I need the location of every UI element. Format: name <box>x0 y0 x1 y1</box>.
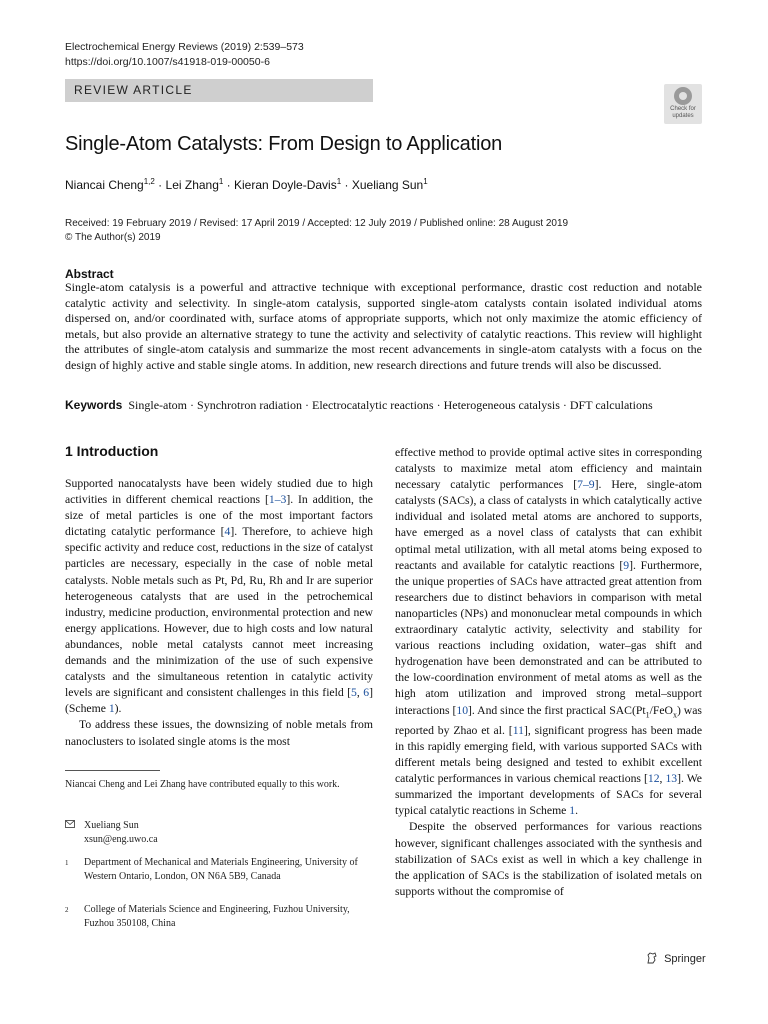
citation-link[interactable]: 13 <box>665 772 678 786</box>
journal-citation: Electrochemical Energy Reviews (2019) 2:539–573 <box>65 41 304 53</box>
check-for-updates-badge[interactable] <box>664 84 702 124</box>
author-separator: · <box>154 178 166 192</box>
check-updates-label-2: updates <box>672 112 694 119</box>
corresponding-author-name: Xueliang Sun <box>84 820 139 831</box>
corresponding-author <box>65 819 158 847</box>
abstract-heading: Abstract <box>65 267 114 281</box>
citation-link[interactable]: 9 <box>623 558 630 572</box>
author-affiliation: 1,2 <box>143 177 155 186</box>
paragraph: To address these issues, the downsizing of noble metals from nanoclusters to isolated single atoms is the most <box>65 718 373 748</box>
citation-link[interactable]: 1–3 <box>268 493 287 507</box>
section-heading-introduction: 1 Introduction <box>65 443 159 459</box>
author-affiliation: 1 <box>423 177 428 186</box>
affiliation-number: 2 <box>65 906 69 914</box>
author-separator: · <box>223 178 235 192</box>
copyright-notice: © The Author(s) 2019 <box>65 232 161 243</box>
keywords-label: Keywords <box>65 398 123 412</box>
affiliation <box>65 903 365 931</box>
citation-link[interactable]: 12 <box>647 772 660 786</box>
author-name[interactable]: Lei Zhang <box>165 178 219 192</box>
citation-link[interactable]: 5 <box>351 686 357 700</box>
citation-link[interactable]: 7–9 <box>577 478 595 492</box>
author-affiliation: 1 <box>218 177 224 186</box>
citation-link[interactable]: 10 <box>456 703 469 717</box>
publisher-name: Springer <box>664 953 706 965</box>
body-column-left <box>65 476 373 750</box>
doi-link[interactable]: https://doi.org/10.1007/s41918-019-00050-6 <box>65 56 270 68</box>
affiliation-text: Department of Mechanical and Materials Engineering, University of Western Ontario, London, ON N6A 5B9, Canada <box>84 857 358 882</box>
affiliation <box>65 856 365 884</box>
check-updates-label-1: Check for <box>670 106 696 112</box>
affiliation-text: College of Materials Science and Engineering, Fuzhou University, Fuzhou 350108, China <box>84 904 350 929</box>
citation-link[interactable]: 11 <box>512 723 524 737</box>
keywords-list: Single-atom · Synchrotron radiation · Electrocatalytic reactions · Heterogeneous catalysis · DFT calculations <box>128 398 653 412</box>
citation-link[interactable]: 6 <box>363 686 370 700</box>
equal-contribution-note: Niancai Cheng and Lei Zhang have contributed equally to this work. <box>65 779 340 790</box>
author-affiliation: 1 <box>336 177 342 186</box>
footnote-divider <box>65 770 160 771</box>
keywords-line <box>65 398 653 413</box>
body-column-right <box>395 445 702 900</box>
scheme-link[interactable]: 1 <box>108 702 115 716</box>
check-updates-icon <box>674 87 692 105</box>
corresponding-author-email[interactable]: xsun@eng.uwo.ca <box>84 834 158 845</box>
envelope-icon <box>65 819 76 833</box>
affiliation-number: 1 <box>65 859 69 867</box>
article-title: Single-Atom Catalysts: From Design to Application <box>65 133 503 155</box>
author-name[interactable]: Xueliang Sun <box>351 178 424 192</box>
author-separator: · <box>341 178 352 192</box>
abstract-text: Single-atom catalysis is a powerful and attractive technique with exceptional performance, drastic cost reduction and notable catalytic activity and selectivity. In single-atom catalysis, supported single-atom catalysts contain isolated individual atoms dispersed on, and/or coordinated with, surface atoms of appropriate supports, which not only maximize the atomic efficiency of metals, but also provide an alternative strategy to tune the activity and selectivity of catalytic reactions. This review will highlight the attributes of single-atom catalysis and summarize the most recent advancements in single-atom catalysts with a focus on the design of highly active and stable single atoms. In addition, new research directions and future trends will also be discussed. <box>65 280 702 372</box>
paragraph: effective method to provide optimal active sites in corresponding catalysts to maximize metal atom efficiency and maintain necessary catalytic performances [7–9]. Here, single-atom catalysts (SACs), a class of catalysts in which catalytically active individual and isolated metal atoms are anchored to supports, have emerged as a novel class of catalysts that can exhibit optimal metal utilization, with all metal atoms being exposed to reactants and available for catalytic reactions [9]. Furthermore, the unique properties of SACs have attracted great attention from researchers due to distinct behaviors in comparison with metal nanoparticles (NPs) and mononuclear metal compounds in which extraordinary catalytic activity, selectivity and stability for various reactions including oxidation, water–gas shift and hydrogenation have been demonstrated and can be attributed to the low-coordination environment of metal atoms as well as the high atom utilization and improved strong metal–support interactions [10]. And since the first practical $SAC(Pt_1/FeO_x)$ was reported by Zhao et al. [11], significant progress has been made in this rapidly emerging field, with various supported SACs with different metals being designed and tested to exhibit excellent catalytic performances in various chemical reactions [12, 13]. We summarized the important developments of SACs for several typical catalytic reactions in Scheme 1. <box>395 446 703 818</box>
article-type-banner: REVIEW ARTICLE <box>65 79 373 102</box>
author-name[interactable]: Niancai Cheng <box>65 178 144 192</box>
paragraph: Despite the observed performances for various reactions however, significant challenges associated with the synthesis and stabilization of SACs exist as well in which a key challenge in the application of SACs is the stabilization of isolated metals on supports without the compromise of <box>395 820 702 898</box>
author-list <box>65 177 428 192</box>
scheme-link[interactable]: 1 <box>569 804 576 818</box>
publisher-logo <box>646 952 706 965</box>
citation-link[interactable]: 4 <box>224 525 231 539</box>
publication-history: Received: 19 February 2019 / Revised: 17 April 2019 / Accepted: 12 July 2019 / Published online: 28 August 2019 <box>65 218 569 229</box>
paragraph: Supported nanocatalysts have been widely studied due to high activities in different chemical reactions [1–3]. In addition, the size of metal particles is one of the most important factors dictating catalytic performance [4]. Therefore, to achieve high specific activity and reduce cost, reductions in the size of catalyst particles are necessary, especially in the case of noble metal catalysts. Noble metals such as Pt, Pd, Ru, Rh and Ir are superior heterogeneous catalysts that are used in the petrochemical industry, medicine production, environmental protection and new energy applications. However, due to high costs and low natural abundances, noble metal catalysts cannot meet increasing demands and the minimization of the use of such expensive catalysts and the simultaneous retention in catalytic activity levels are significant and consistent challenges in this field [5, 6] (Scheme 1). <box>65 477 374 716</box>
author-name[interactable]: Kieran Doyle-Davis <box>234 178 337 192</box>
springer-horse-icon <box>646 953 664 965</box>
